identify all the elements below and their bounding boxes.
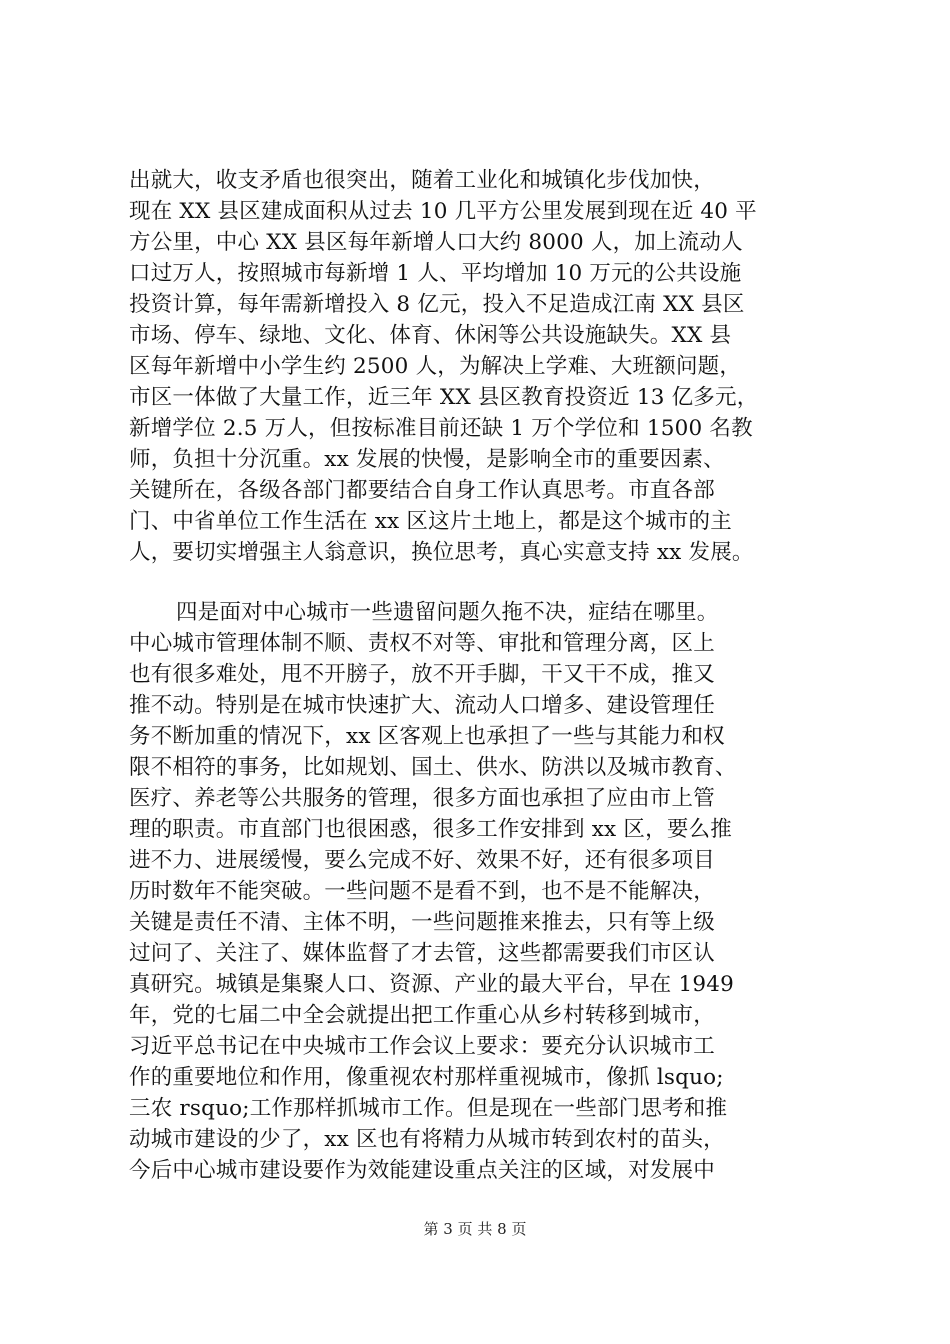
text-line: 出就大，收支矛盾也很突出，随着工业化和城镇化步伐加快， (129, 168, 715, 193)
text-line: 人，要切实增强主人翁意识，换位思考，真心实意支持 xx 发展。 (129, 540, 754, 565)
text-line: 也有很多难处，甩不开膀子，放不开手脚，干又干不成，推又 (129, 662, 715, 687)
text-line: 新增学位 2.5 万人，但按标准目前还缺 1 万个学位和 1500 名教 (129, 416, 753, 441)
text-line: 今后中心城市建设要作为效能建设重点关注的区域，对发展中 (129, 1158, 715, 1183)
text-line: 市场、停车、绿地、文化、体育、休闲等公共设施缺失。XX 县 (129, 323, 732, 348)
text-line: 门、中省单位工作生活在 xx 区这片土地上，都是这个城市的主 (129, 509, 732, 534)
paragraph-2 (129, 597, 859, 1186)
text-line: 医疗、养老等公共服务的管理，很多方面也承担了应由市上管 (129, 786, 715, 811)
text-line-first: 四是面对中心城市一些遗留问题久拖不决，症结在哪里。 (176, 600, 719, 625)
paragraph-1 (129, 165, 859, 568)
text-line: 作的重要地位和作用，像重视农村那样重视城市，像抓 lsquo; (129, 1065, 724, 1090)
text-line: 市区一体做了大量工作，近三年 XX 县区教育投资近 13 亿多元， (129, 385, 759, 410)
text-line: 区每年新增中小学生约 2500 人，为解决上学难、大班额问题， (129, 354, 742, 379)
text-line: 真研究。城镇是集聚人口、资源、产业的最大平台，早在 1949 (129, 972, 735, 997)
text-line: 师，负担十分沉重。xx 发展的快慢，是影响全市的重要因素、 (129, 447, 725, 472)
text-line: 三农 rsquo;工作那样抓城市工作。但是现在一些部门思考和推 (129, 1096, 728, 1121)
text-line: 推不动。特别是在城市快速扩大、流动人口增多、建设管理任 (129, 693, 715, 718)
text-line: 务不断加重的情况下，xx 区客观上也承担了一些与其能力和权 (129, 724, 725, 749)
text-line: 年，党的七届二中全会就提出把工作重心从乡村转移到城市， (129, 1003, 715, 1028)
text-line: 中心城市管理体制不顺、责权不对等、审批和管理分离，区上 (129, 631, 715, 656)
text-line: 方公里，中心 XX 县区每年新增人口大约 8000 人，加上流动人 (129, 230, 743, 255)
text-line: 进不力、进展缓慢，要么完成不好、效果不好，还有很多项目 (129, 848, 715, 873)
text-line: 现在 XX 县区建成面积从过去 10 几平方公里发展到现在近 40 平 (129, 199, 757, 224)
text-line: 投资计算，每年需新增投入 8 亿元，投入不足造成江南 XX 县区 (129, 292, 745, 317)
text-line: 关键是责任不清、主体不明，一些问题推来推去，只有等上级 (129, 910, 715, 935)
text-line: 理的职责。市直部门也很困惑，很多工作安排到 xx 区，要么推 (129, 817, 732, 842)
text-line: 历时数年不能突破。一些问题不是看不到，也不是不能解决， (129, 879, 715, 904)
text-line: 限不相符的事务，比如规划、国土、供水、防洪以及城市教育、 (129, 755, 737, 780)
text-line: 习近平总书记在中央城市工作会议上要求：要充分认识城市工 (129, 1034, 715, 1059)
text-line: 过问了、关注了、媒体监督了才去管，这些都需要我们市区认 (129, 941, 715, 966)
text-line: 关键所在，各级各部门都要结合自身工作认真思考。市直各部 (129, 478, 715, 503)
text-line: 口过万人，按照城市每新增 1 人、平均增加 10 万元的公共设施 (129, 261, 742, 286)
page-footer: 第 3 页 共 8 页 (423, 1220, 527, 1238)
text-line: 动城市建设的少了，xx 区也有将精力从城市转到农村的苗头， (129, 1127, 725, 1152)
